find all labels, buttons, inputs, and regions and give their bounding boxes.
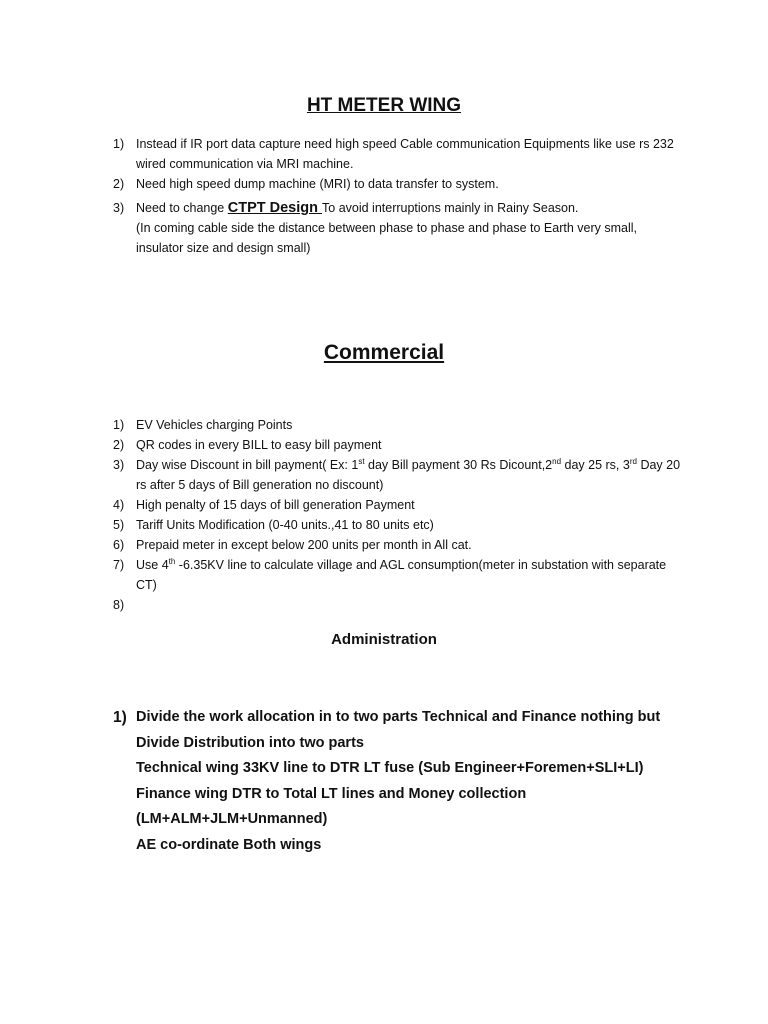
item-text: EV Vehicles charging Points bbox=[136, 418, 293, 432]
item-text: Day 20 rs after 5 days of Bill generation no discount) bbox=[136, 458, 681, 492]
list-item bbox=[0, 535, 681, 555]
administration-heading: Administration bbox=[331, 631, 437, 648]
item-number: 2) bbox=[113, 438, 125, 452]
item-line: Finance wing DTR to Total LT lines and Money collection (LM+ALM+JLM+Unmanned) bbox=[136, 785, 527, 827]
item-number: 8) bbox=[113, 598, 125, 612]
list-item bbox=[0, 555, 681, 595]
list-item bbox=[0, 515, 681, 535]
item-number: 1) bbox=[113, 709, 127, 726]
list-item bbox=[0, 455, 681, 495]
item-line: Divide the work allocation in to two parts Technical and Finance nothing but Divide Distribution into two parts bbox=[136, 709, 661, 751]
ordinal-suffix: rd bbox=[629, 456, 637, 466]
item-number: 3) bbox=[113, 201, 125, 215]
item-text: -6.35KV line to calculate village and AGL consumption(meter in substation with separate CT) bbox=[136, 558, 667, 592]
item-text: Day wise Discount in bill payment( Ex: 1 bbox=[136, 458, 359, 472]
list-item bbox=[0, 134, 681, 174]
ht-meter-wing-list bbox=[0, 134, 681, 258]
item-text: QR codes in every BILL to easy bill payment bbox=[136, 438, 382, 452]
item-text: day 25 rs, 3 bbox=[561, 458, 630, 472]
item-text: Prepaid meter in except below 200 units per month in All cat. bbox=[136, 538, 472, 552]
item-number: 1) bbox=[113, 137, 125, 151]
item-text: Tariff Units Modification (0-40 units.,41 to 80 units etc) bbox=[136, 518, 434, 532]
item-number: 4) bbox=[113, 498, 125, 512]
commercial-heading: Commercial bbox=[323, 341, 445, 364]
ht-meter-wing-heading: HT METER WING bbox=[306, 95, 462, 116]
list-item bbox=[0, 435, 681, 455]
list-item bbox=[0, 705, 676, 858]
item-text: To avoid interruptions mainly in Rainy Season. bbox=[322, 201, 579, 215]
item-text: day Bill payment 30 Rs Dicount,2 bbox=[364, 458, 553, 472]
ordinal-suffix: st bbox=[358, 456, 365, 466]
item-number: 2) bbox=[113, 177, 125, 191]
list-item bbox=[0, 174, 681, 194]
item-text: Instead if IR port data capture need high speed Cable communication Equipments like use rs 232 wired communication via MRI machine. bbox=[136, 137, 674, 171]
ordinal-suffix: th bbox=[168, 556, 176, 566]
list-item bbox=[0, 495, 681, 515]
item-number: 3) bbox=[113, 458, 125, 472]
item-line: Technical wing 33KV line to DTR LT fuse (Sub Engineer+Foremen+SLI+LI) bbox=[136, 760, 644, 776]
item-line: AE co-ordinate Both wings bbox=[136, 836, 322, 853]
commercial-list bbox=[0, 415, 681, 615]
item-text: Need high speed dump machine (MRI) to data transfer to system. bbox=[136, 177, 499, 191]
item-text: Need to change bbox=[136, 201, 228, 215]
administration-list bbox=[0, 705, 676, 858]
item-text: Use 4 bbox=[136, 558, 169, 572]
ctpt-design-highlight: CTPT Design bbox=[227, 200, 323, 216]
item-note: (In coming cable side the distance between phase to phase and phase to Earth very small, insulator size and design small) bbox=[136, 221, 637, 255]
item-number: 6) bbox=[113, 538, 125, 552]
list-item bbox=[0, 595, 681, 615]
ordinal-suffix: nd bbox=[552, 456, 562, 466]
list-item bbox=[0, 198, 681, 258]
item-number: 7) bbox=[113, 558, 125, 572]
item-number: 1) bbox=[113, 418, 125, 432]
list-item bbox=[0, 415, 681, 435]
item-number: 5) bbox=[113, 518, 125, 532]
item-text: High penalty of 15 days of bill generation Payment bbox=[136, 498, 415, 512]
